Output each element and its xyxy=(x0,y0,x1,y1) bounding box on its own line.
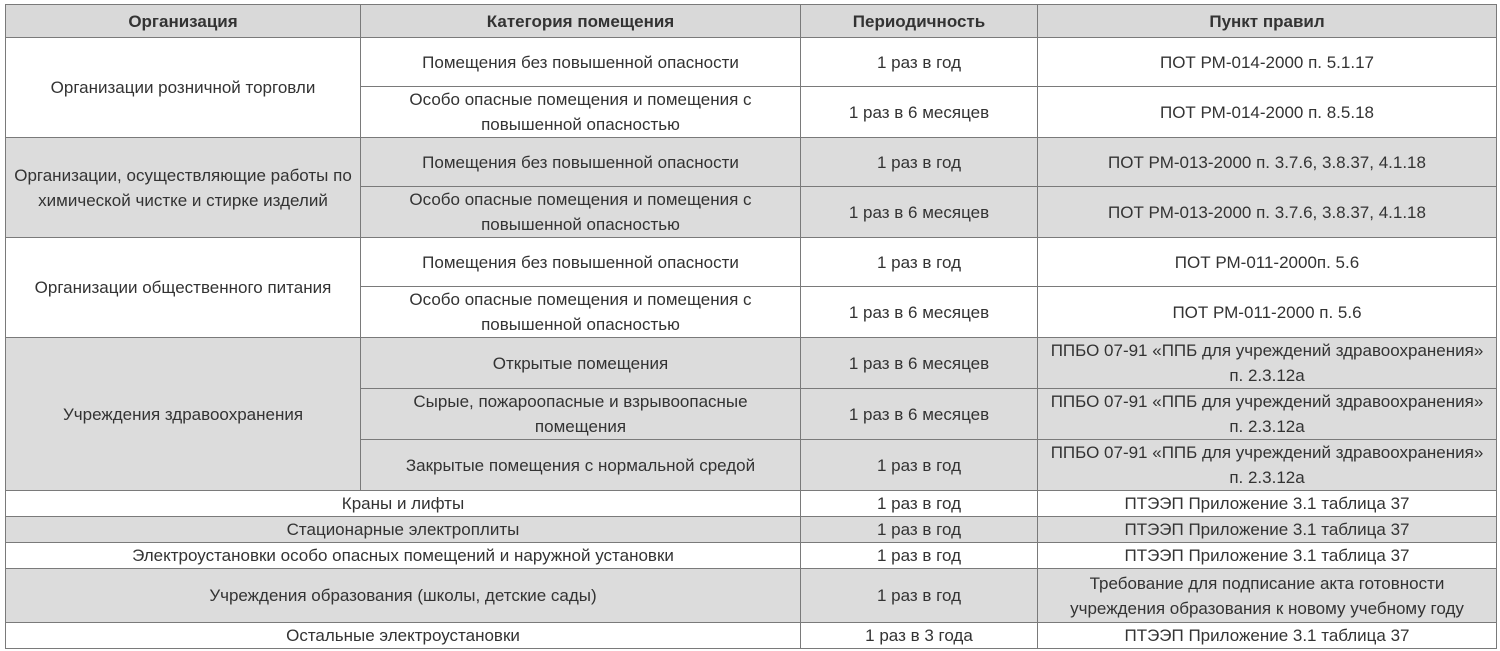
periodicity-cell: 1 раз в 6 месяцев xyxy=(801,87,1038,138)
periodicity-cell: 1 раз в год xyxy=(801,238,1038,287)
periodicity-cell: 1 раз в год xyxy=(801,38,1038,87)
rule-cell: ПТЭЭП Приложение 3.1 таблица 37 xyxy=(1038,517,1497,543)
table-row xyxy=(6,569,1497,623)
table-row xyxy=(6,38,1497,87)
category-cell: Закрытые помещения с нормальной средой xyxy=(361,440,801,491)
rule-cell: ПТЭЭП Приложение 3.1 таблица 37 xyxy=(1038,491,1497,517)
inspection-periodicity-table xyxy=(5,4,1497,649)
organization-cell: Учреждения здравоохранения xyxy=(6,338,361,491)
periodicity-cell: 1 раз в год xyxy=(801,569,1038,623)
header-room-category: Категория помещения xyxy=(361,5,801,38)
table-row xyxy=(6,543,1497,569)
object-cell: Электроустановки особо опасных помещений и наружной установки xyxy=(6,543,801,569)
periodicity-cell: 1 раз в год xyxy=(801,138,1038,187)
object-cell: Остальные электроустановки xyxy=(6,623,801,649)
periodicity-cell: 1 раз в год xyxy=(801,491,1038,517)
rule-cell: ПОТ РМ-011-2000п. 5.6 xyxy=(1038,238,1497,287)
table-row xyxy=(6,517,1497,543)
organization-cell: Организации, осуществляющие работы по химической чистке и стирке изделий xyxy=(6,138,361,238)
header-rule-item: Пункт правил xyxy=(1038,5,1497,38)
category-cell: Особо опасные помещения и помещения с повышенной опасностью xyxy=(361,187,801,238)
object-cell: Краны и лифты xyxy=(6,491,801,517)
periodicity-cell: 1 раз в год xyxy=(801,543,1038,569)
periodicity-cell: 1 раз в 6 месяцев xyxy=(801,187,1038,238)
rule-cell: ПОТ РМ-013-2000 п. 3.7.6, 3.8.37, 4.1.18 xyxy=(1038,138,1497,187)
organization-cell: Организации общественного питания xyxy=(6,238,361,338)
periodicity-cell: 1 раз в 6 месяцев xyxy=(801,338,1038,389)
category-cell: Помещения без повышенной опасности xyxy=(361,38,801,87)
table-row xyxy=(6,491,1497,517)
header-periodicity: Периодичность xyxy=(801,5,1038,38)
category-cell: Особо опасные помещения и помещения с повышенной опасностью xyxy=(361,287,801,338)
object-cell: Стационарные электроплиты xyxy=(6,517,801,543)
category-cell: Особо опасные помещения и помещения с повышенной опасностью xyxy=(361,87,801,138)
header-organization: Организация xyxy=(6,5,361,38)
rule-cell: ППБО 07-91 «ППБ для учреждений здравоохранения» п. 2.3.12а xyxy=(1038,389,1497,440)
rule-cell: ПОТ РМ-013-2000 п. 3.7.6, 3.8.37, 4.1.18 xyxy=(1038,187,1497,238)
rule-cell: ПТЭЭП Приложение 3.1 таблица 37 xyxy=(1038,543,1497,569)
rule-cell: ПТЭЭП Приложение 3.1 таблица 37 xyxy=(1038,623,1497,649)
rule-cell: ПОТ РМ-014-2000 п. 8.5.18 xyxy=(1038,87,1497,138)
category-cell: Открытые помещения xyxy=(361,338,801,389)
rule-cell: ППБО 07-91 «ППБ для учреждений здравоохранения» п. 2.3.12а xyxy=(1038,440,1497,491)
periodicity-cell: 1 раз в 6 месяцев xyxy=(801,389,1038,440)
header-row xyxy=(6,5,1497,38)
rule-cell: Требование для подписание акта готовности учреждения образования к новому учебному году xyxy=(1038,569,1497,623)
periodicity-cell: 1 раз в 3 года xyxy=(801,623,1038,649)
periodicity-cell: 1 раз в год xyxy=(801,440,1038,491)
periodicity-cell: 1 раз в 6 месяцев xyxy=(801,287,1038,338)
table-row xyxy=(6,238,1497,287)
organization-cell: Организации розничной торговли xyxy=(6,38,361,138)
rule-cell: ПОТ РМ-014-2000 п. 5.1.17 xyxy=(1038,38,1497,87)
table-row xyxy=(6,623,1497,649)
table-row xyxy=(6,138,1497,187)
category-cell: Помещения без повышенной опасности xyxy=(361,238,801,287)
object-cell: Учреждения образования (школы, детские сады) xyxy=(6,569,801,623)
rule-cell: ПОТ РМ-011-2000 п. 5.6 xyxy=(1038,287,1497,338)
table-row xyxy=(6,338,1497,389)
category-cell: Помещения без повышенной опасности xyxy=(361,138,801,187)
rule-cell: ППБО 07-91 «ППБ для учреждений здравоохранения» п. 2.3.12а xyxy=(1038,338,1497,389)
category-cell: Сырые, пожароопасные и взрывоопасные помещения xyxy=(361,389,801,440)
periodicity-cell: 1 раз в год xyxy=(801,517,1038,543)
